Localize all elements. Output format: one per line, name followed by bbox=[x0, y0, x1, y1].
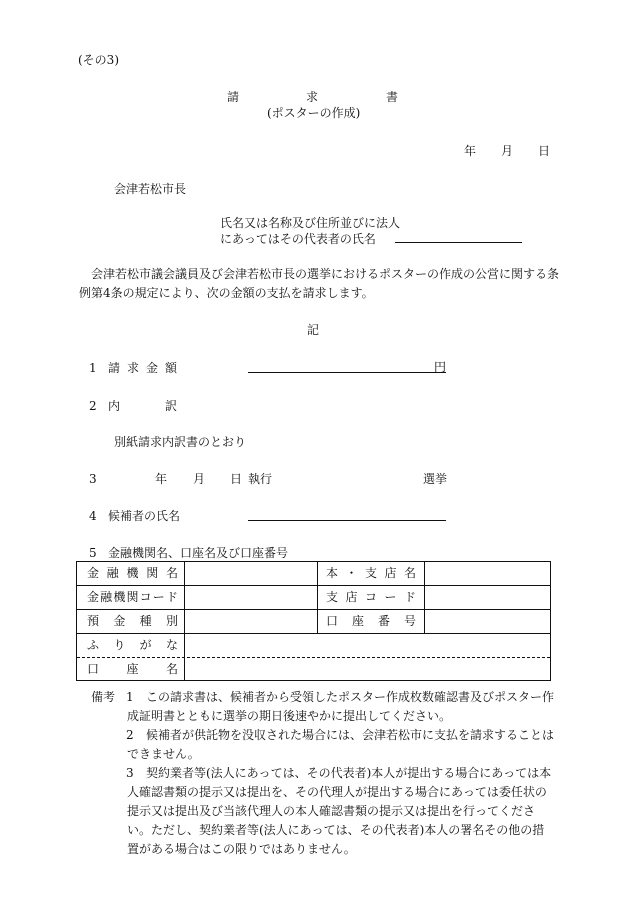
note-1-line-2: 成証明書とともに選挙の期日後速やかに提出してください。 bbox=[127, 709, 452, 723]
bank-account-table bbox=[76, 561, 551, 681]
table-row bbox=[77, 658, 550, 682]
notes-label: 備考 bbox=[91, 690, 116, 704]
branch-code-field[interactable] bbox=[425, 586, 551, 610]
title-char-2: 求 bbox=[306, 90, 319, 104]
furigana-label: ふ り が な bbox=[87, 638, 178, 652]
item-3-day-label: 日 bbox=[230, 472, 243, 486]
document-subtitle: (ポスターの作成) bbox=[267, 106, 361, 120]
bank-code-label: 金 融 機 関 コ ー ド bbox=[87, 590, 178, 604]
date-month-label: 月 bbox=[501, 144, 514, 158]
account-name-field[interactable] bbox=[185, 658, 551, 682]
body-text-line-1: 会津若松市議会議員及び会津若松市長の選挙におけるポスターの作成の公営に関する条 bbox=[91, 267, 560, 281]
applicant-label-2: にあってはその代表者の氏名 bbox=[220, 232, 376, 246]
deposit-type-field[interactable] bbox=[185, 610, 317, 634]
branch-name-label: 本 ・ 支 店 名 bbox=[326, 566, 416, 580]
item-5-number: 5 bbox=[89, 546, 97, 560]
note-3-line-3: 提示又は提出及び当該代理人の本人確認書類の提示又は提出を行ってくださ bbox=[127, 804, 536, 818]
bank-code-field[interactable] bbox=[185, 586, 317, 610]
deposit-type-label: 預 金 種 別 bbox=[87, 614, 178, 628]
title-char-1: 請 bbox=[227, 90, 240, 104]
item-3-exec-label: 執行 bbox=[248, 472, 273, 486]
note-2-line-2: できません。 bbox=[127, 747, 200, 761]
body-text-line-2: 例第4条の規定により、次の金額の支払を請求します。 bbox=[79, 286, 374, 300]
ki-heading: 記 bbox=[307, 323, 320, 337]
item-1-number: 1 bbox=[89, 361, 97, 375]
note-1-number: 1 bbox=[126, 690, 134, 704]
note-1-line-1: この請求書は、候補者から受領したポスター作成枚数確認書及びポスター作 bbox=[146, 690, 555, 704]
candidate-name-line[interactable] bbox=[248, 520, 446, 521]
amount-line[interactable] bbox=[248, 372, 446, 373]
amount-unit: 円 bbox=[434, 360, 447, 374]
breakdown-note: 別紙請求内訳書のとおり bbox=[114, 435, 247, 449]
item-4-label: 候補者の氏名 bbox=[108, 509, 181, 523]
table-row bbox=[77, 586, 550, 610]
note-2-line-1: 候補者が供託物を没収された場合には、会津若松市に支払を請求することは bbox=[146, 728, 555, 742]
note-3-line-5: 置がある場合はこの限りではありません。 bbox=[127, 842, 356, 856]
date-day-label: 日 bbox=[538, 144, 551, 158]
table-row bbox=[77, 634, 550, 658]
item-3-year-label: 年 bbox=[155, 472, 168, 486]
account-number-field[interactable] bbox=[425, 610, 551, 634]
item-4-number: 4 bbox=[89, 509, 97, 523]
document-ref: (その3) bbox=[78, 53, 119, 67]
item-2-number: 2 bbox=[89, 399, 97, 413]
applicant-label-1: 氏名又は名称及び住所並びに法人 bbox=[220, 216, 401, 230]
note-3-line-2: 人確認書類の提示又は提出を、その代理人が提出する場合にあっては委任状の bbox=[127, 785, 547, 799]
bank-name-field[interactable] bbox=[185, 562, 317, 586]
branch-name-field[interactable] bbox=[425, 562, 551, 586]
item-2-label: 内 訳 bbox=[108, 399, 177, 413]
furigana-field[interactable] bbox=[185, 634, 551, 658]
item-3-month-label: 月 bbox=[193, 472, 206, 486]
note-3-line-1: 契約業者等(法人にあっては、その代表者)本人が提出する場合にあっては本 bbox=[146, 766, 552, 780]
note-2-number: 2 bbox=[126, 728, 134, 742]
applicant-name-line[interactable] bbox=[395, 242, 522, 243]
item-3-election-label: 選挙 bbox=[423, 472, 448, 486]
title-char-3: 書 bbox=[386, 90, 399, 104]
note-3-line-4: い。ただし、契約業者等(法人にあっては、その代表者)本人の署名その他の措 bbox=[127, 823, 545, 837]
item-5-label: 金融機関名、口座名及び口座番号 bbox=[108, 546, 289, 560]
branch-code-label: 支 店 コ ー ド bbox=[326, 590, 416, 604]
date-year-label: 年 bbox=[464, 144, 477, 158]
item-3-number: 3 bbox=[89, 472, 97, 486]
account-number-label: 口 座 番 号 bbox=[326, 614, 416, 628]
account-name-label: 口 座 名 bbox=[87, 662, 178, 676]
item-1-label: 請 求 金 額 bbox=[108, 361, 177, 375]
table-row bbox=[77, 610, 550, 634]
note-3-number: 3 bbox=[126, 766, 134, 780]
bank-name-label: 金 融 機 関 名 bbox=[87, 566, 178, 580]
table-row bbox=[77, 562, 550, 586]
addressee: 会津若松市長 bbox=[114, 182, 187, 196]
